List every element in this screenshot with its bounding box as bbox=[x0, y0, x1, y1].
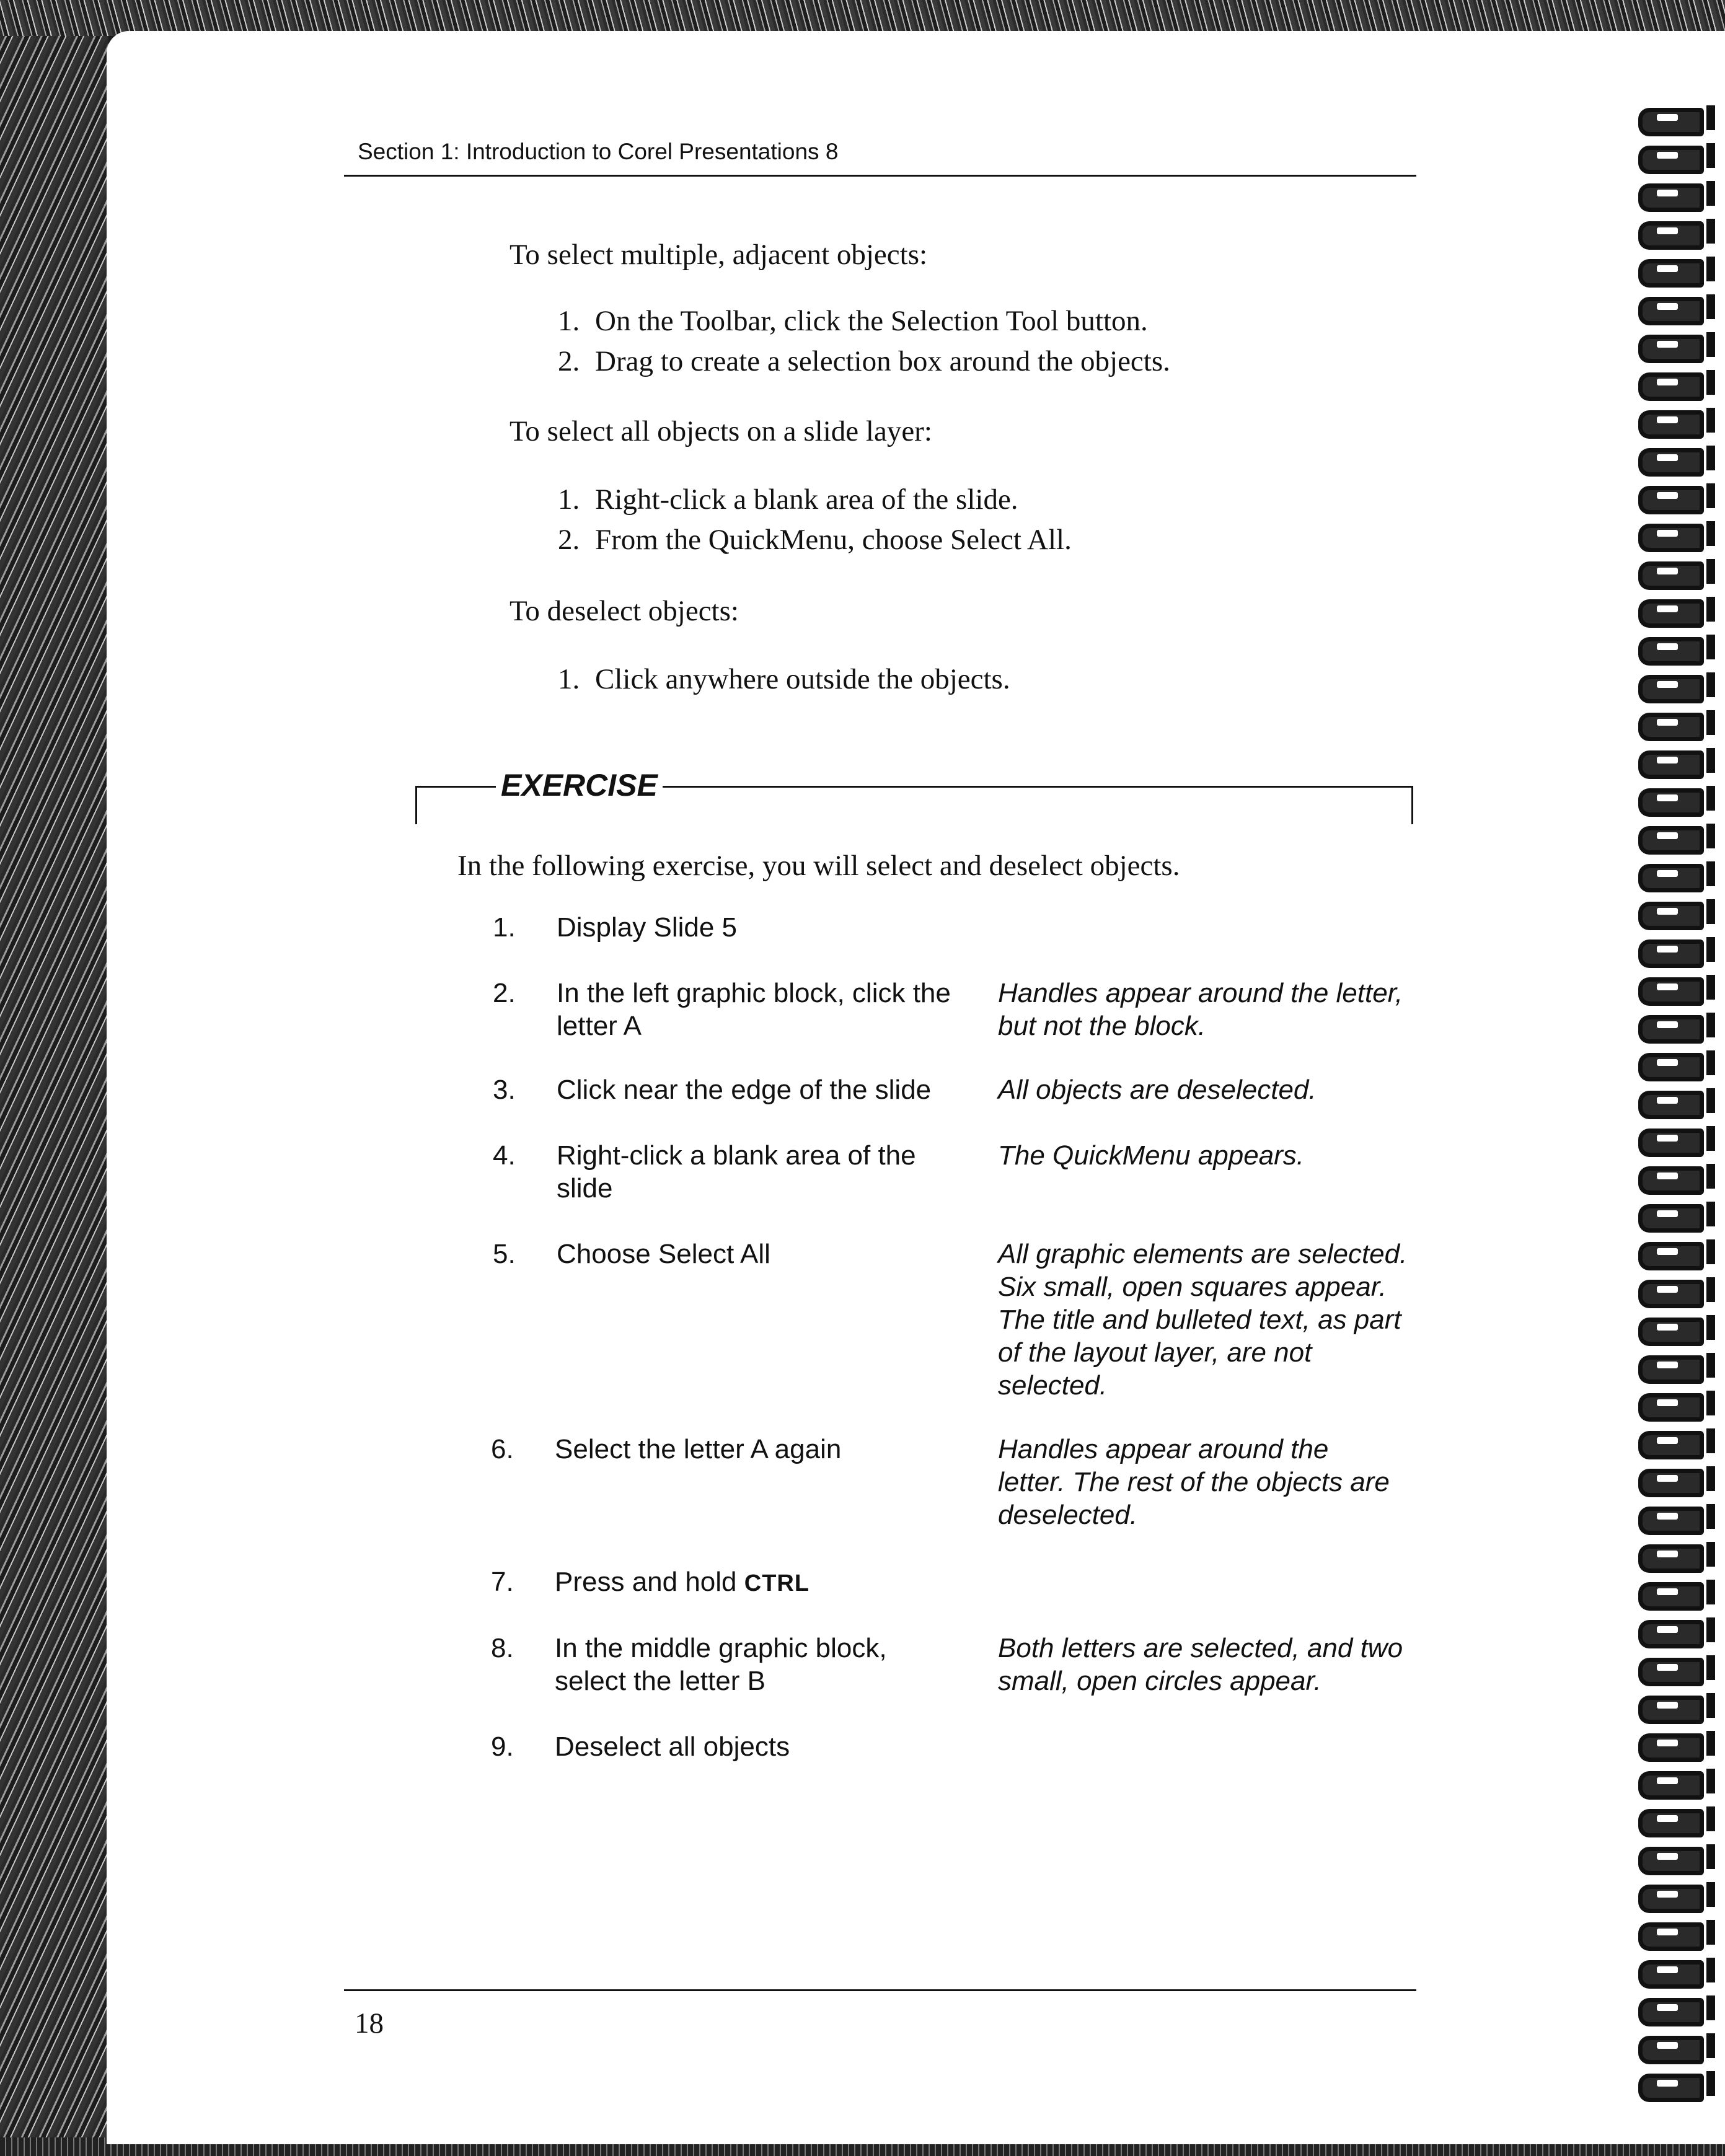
intro-step bbox=[558, 347, 1170, 376]
ring-hole bbox=[1657, 1437, 1678, 1444]
ring-bar bbox=[1706, 1995, 1715, 2020]
exercise-frame-left bbox=[415, 786, 417, 824]
ring-bar bbox=[1706, 1239, 1715, 1264]
spiral-ring bbox=[1632, 1542, 1719, 1567]
ring-coil bbox=[1638, 1771, 1704, 1800]
spiral-ring bbox=[1632, 1958, 1719, 1982]
ring-coil bbox=[1638, 410, 1704, 439]
ring-hole bbox=[1657, 492, 1678, 499]
spiral-ring bbox=[1632, 1391, 1719, 1415]
ring-bar bbox=[1706, 1920, 1715, 1945]
ring-bar bbox=[1706, 559, 1715, 584]
step-number: 1. bbox=[558, 305, 580, 337]
ring-coil bbox=[1638, 1053, 1704, 1081]
spiral-ring bbox=[1632, 1466, 1719, 1491]
exercise-frame-right bbox=[1411, 786, 1413, 824]
spiral-binding bbox=[1620, 105, 1725, 2119]
ring-bar bbox=[1706, 975, 1715, 1000]
ring-bar bbox=[1706, 219, 1715, 244]
ring-hole bbox=[1657, 1551, 1678, 1557]
ring-coil bbox=[1638, 448, 1704, 477]
step-action bbox=[555, 1565, 976, 1600]
ring-coil bbox=[1638, 1204, 1704, 1233]
spiral-ring bbox=[1632, 521, 1719, 546]
ring-hole bbox=[1657, 1777, 1678, 1784]
ring-hole bbox=[1657, 416, 1678, 423]
spiral-ring bbox=[1632, 559, 1719, 584]
ring-bar bbox=[1706, 1731, 1715, 1756]
ring-coil bbox=[1638, 826, 1704, 855]
ring-bar bbox=[1706, 521, 1715, 546]
ring-bar bbox=[1706, 786, 1715, 811]
step-action: Click near the edge of the slide bbox=[557, 1075, 932, 1105]
spiral-ring bbox=[1632, 1277, 1719, 1302]
step-result: Handles appear around the letter. The rest of the objects are deselected. bbox=[998, 1434, 1390, 1530]
exercise-intro: In the following exercise, you will select and deselect objects. bbox=[457, 850, 1180, 882]
intro-heading-1: To select multiple, adjacent objects: bbox=[510, 239, 928, 271]
ring-coil bbox=[1638, 902, 1704, 930]
spiral-ring bbox=[1632, 1088, 1719, 1113]
ring-coil bbox=[1638, 1733, 1704, 1762]
spiral-ring bbox=[1632, 1504, 1719, 1529]
step-text: From the QuickMenu, choose Select All. bbox=[595, 524, 1072, 556]
ring-bar bbox=[1706, 294, 1715, 319]
ring-bar bbox=[1706, 257, 1715, 281]
spiral-ring bbox=[1632, 408, 1719, 433]
spiral-ring bbox=[1632, 1239, 1719, 1264]
ring-bar bbox=[1706, 937, 1715, 962]
ring-coil bbox=[1638, 1015, 1704, 1044]
ring-coil bbox=[1638, 335, 1704, 363]
step-number: 5. bbox=[493, 1239, 516, 1269]
step-result: The QuickMenu appears. bbox=[998, 1140, 1305, 1171]
exercise-title: EXERCISE bbox=[496, 767, 663, 803]
ring-bar bbox=[1706, 1315, 1715, 1340]
ring-bar bbox=[1706, 1202, 1715, 1226]
ring-hole bbox=[1657, 1513, 1678, 1520]
ring-hole bbox=[1657, 454, 1678, 461]
ring-bar bbox=[1706, 1466, 1715, 1491]
ring-coil bbox=[1638, 1885, 1704, 1913]
ring-hole bbox=[1657, 190, 1678, 196]
spiral-ring bbox=[1632, 446, 1719, 470]
step-action: In the left graphic block, click the letter A bbox=[557, 978, 951, 1041]
ring-bar bbox=[1706, 1693, 1715, 1718]
section-header: Section 1: Introduction to Corel Presentations 8 bbox=[358, 139, 839, 164]
ring-coil bbox=[1638, 561, 1704, 590]
ring-hole bbox=[1657, 983, 1678, 990]
step-action-text: Press and hold bbox=[555, 1567, 737, 1597]
spiral-ring bbox=[1632, 181, 1719, 206]
step-action: Select the letter A again bbox=[555, 1434, 842, 1464]
ring-hole bbox=[1657, 1324, 1678, 1331]
spiral-ring bbox=[1632, 824, 1719, 848]
ring-bar bbox=[1706, 597, 1715, 622]
ring-coil bbox=[1638, 788, 1704, 817]
spiral-ring bbox=[1632, 635, 1719, 659]
ring-hole bbox=[1657, 832, 1678, 839]
step-number: 3. bbox=[493, 1075, 516, 1105]
ring-hole bbox=[1657, 1929, 1678, 1935]
ring-coil bbox=[1638, 864, 1704, 892]
ring-bar bbox=[1706, 1504, 1715, 1529]
step-text: Right-click a blank area of the slide. bbox=[595, 483, 1018, 516]
header-rule bbox=[344, 175, 1416, 177]
intro-step bbox=[558, 526, 1072, 555]
ring-bar bbox=[1706, 1617, 1715, 1642]
ring-hole bbox=[1657, 1702, 1678, 1709]
spiral-ring bbox=[1632, 294, 1719, 319]
spiral-ring bbox=[1632, 786, 1719, 811]
ring-coil bbox=[1638, 1809, 1704, 1837]
step-number: 1. bbox=[558, 663, 580, 695]
ring-coil bbox=[1638, 1166, 1704, 1195]
ring-bar bbox=[1706, 181, 1715, 206]
spiral-ring bbox=[1632, 597, 1719, 622]
ring-hole bbox=[1657, 946, 1678, 953]
ring-coil bbox=[1638, 183, 1704, 212]
step-number: 1. bbox=[493, 912, 516, 943]
ring-bar bbox=[1706, 2071, 1715, 2096]
ring-coil bbox=[1638, 1469, 1704, 1497]
ring-bar bbox=[1706, 1013, 1715, 1037]
spiral-ring bbox=[1632, 1353, 1719, 1378]
spiral-ring bbox=[1632, 672, 1719, 697]
ring-hole bbox=[1657, 870, 1678, 877]
spiral-ring bbox=[1632, 143, 1719, 168]
spiral-ring bbox=[1632, 861, 1719, 886]
ring-bar bbox=[1706, 635, 1715, 659]
ring-hole bbox=[1657, 227, 1678, 234]
ring-coil bbox=[1638, 1658, 1704, 1686]
ring-hole bbox=[1657, 1588, 1678, 1595]
ring-bar bbox=[1706, 1580, 1715, 1604]
step-result: Both letters are selected, and two small, open circles appear. bbox=[998, 1633, 1403, 1696]
step-text: Drag to create a selection box around the objects. bbox=[595, 345, 1170, 377]
ring-hole bbox=[1657, 908, 1678, 915]
intro-step bbox=[558, 665, 1010, 694]
ring-hole bbox=[1657, 1097, 1678, 1104]
ring-bar bbox=[1706, 1806, 1715, 1831]
ring-hole bbox=[1657, 1399, 1678, 1406]
spiral-ring bbox=[1632, 1050, 1719, 1075]
ring-coil bbox=[1638, 146, 1704, 174]
spiral-ring bbox=[1632, 1769, 1719, 1793]
ring-bar bbox=[1706, 824, 1715, 848]
spiral-ring bbox=[1632, 975, 1719, 1000]
ring-coil bbox=[1638, 1620, 1704, 1648]
spiral-ring bbox=[1632, 1920, 1719, 1945]
ring-coil bbox=[1638, 259, 1704, 288]
ring-hole bbox=[1657, 1286, 1678, 1293]
ring-bar bbox=[1706, 748, 1715, 773]
ring-coil bbox=[1638, 1242, 1704, 1270]
ring-hole bbox=[1657, 1475, 1678, 1482]
ring-coil bbox=[1638, 1091, 1704, 1119]
ring-bar bbox=[1706, 370, 1715, 395]
spiral-ring bbox=[1632, 899, 1719, 924]
ring-bar bbox=[1706, 2033, 1715, 2058]
ring-coil bbox=[1638, 1544, 1704, 1573]
spiral-ring bbox=[1632, 1202, 1719, 1226]
ring-bar bbox=[1706, 143, 1715, 168]
ring-hole bbox=[1657, 1853, 1678, 1860]
footer-rule bbox=[344, 1989, 1416, 1991]
spiral-ring bbox=[1632, 937, 1719, 962]
ring-coil bbox=[1638, 750, 1704, 779]
ring-coil bbox=[1638, 1960, 1704, 1989]
spiral-ring bbox=[1632, 1995, 1719, 2020]
ring-coil bbox=[1638, 1129, 1704, 1157]
ring-bar bbox=[1706, 1164, 1715, 1189]
ring-bar bbox=[1706, 861, 1715, 886]
ring-hole bbox=[1657, 643, 1678, 650]
intro-heading-2: To select all objects on a slide layer: bbox=[510, 415, 932, 447]
ring-hole bbox=[1657, 1248, 1678, 1255]
ring-hole bbox=[1657, 1740, 1678, 1746]
ring-coil bbox=[1638, 108, 1704, 136]
spiral-ring bbox=[1632, 1655, 1719, 1680]
ring-hole bbox=[1657, 757, 1678, 763]
ring-bar bbox=[1706, 1542, 1715, 1567]
ring-coil bbox=[1638, 977, 1704, 1006]
ring-hole bbox=[1657, 681, 1678, 688]
step-text: Click anywhere outside the objects. bbox=[595, 663, 1010, 695]
spiral-ring bbox=[1632, 748, 1719, 773]
ring-hole bbox=[1657, 1362, 1678, 1368]
ring-coil bbox=[1638, 1318, 1704, 1346]
ring-coil bbox=[1638, 1696, 1704, 1724]
ring-hole bbox=[1657, 379, 1678, 385]
ring-coil bbox=[1638, 486, 1704, 514]
step-number: 1. bbox=[558, 483, 580, 516]
ring-bar bbox=[1706, 1391, 1715, 1415]
ring-bar bbox=[1706, 105, 1715, 130]
spiral-ring bbox=[1632, 257, 1719, 281]
ring-coil bbox=[1638, 637, 1704, 666]
ring-hole bbox=[1657, 1135, 1678, 1142]
step-action: Right-click a blank area of the slide bbox=[557, 1140, 916, 1203]
ring-hole bbox=[1657, 530, 1678, 537]
step-number: 2. bbox=[493, 978, 516, 1008]
intro-heading-3: To deselect objects: bbox=[510, 595, 739, 627]
ring-coil bbox=[1638, 675, 1704, 703]
spiral-ring bbox=[1632, 1731, 1719, 1756]
ring-bar bbox=[1706, 1050, 1715, 1075]
ring-coil bbox=[1638, 2074, 1704, 2102]
ring-coil bbox=[1638, 2036, 1704, 2064]
spiral-ring bbox=[1632, 710, 1719, 735]
ring-coil bbox=[1638, 524, 1704, 552]
ring-hole bbox=[1657, 265, 1678, 272]
ring-bar bbox=[1706, 332, 1715, 357]
step-number: 6. bbox=[491, 1434, 514, 1464]
ring-bar bbox=[1706, 1353, 1715, 1378]
ring-coil bbox=[1638, 599, 1704, 628]
spiral-ring bbox=[1632, 1013, 1719, 1037]
spiral-ring bbox=[1632, 1164, 1719, 1189]
ring-coil bbox=[1638, 1582, 1704, 1611]
step-action: Display Slide 5 bbox=[557, 912, 738, 943]
ring-coil bbox=[1638, 1507, 1704, 1535]
ring-hole bbox=[1657, 1021, 1678, 1028]
ring-hole bbox=[1657, 2004, 1678, 2011]
spiral-ring bbox=[1632, 1126, 1719, 1151]
spiral-ring bbox=[1632, 1882, 1719, 1907]
step-number: 8. bbox=[491, 1633, 514, 1663]
ring-bar bbox=[1706, 1844, 1715, 1869]
intro-step bbox=[558, 307, 1148, 336]
ring-hole bbox=[1657, 1891, 1678, 1898]
ring-bar bbox=[1706, 483, 1715, 508]
spiral-ring bbox=[1632, 1617, 1719, 1642]
spiral-ring bbox=[1632, 1580, 1719, 1604]
ring-hole bbox=[1657, 568, 1678, 574]
spiral-ring bbox=[1632, 1806, 1719, 1831]
spiral-ring bbox=[1632, 1315, 1719, 1340]
step-result: All graphic elements are selected. Six small, open squares appear. The title and bulleted text, as part of the layout layer, are not selected. bbox=[998, 1239, 1408, 1401]
step-action: Choose Select All bbox=[557, 1239, 770, 1269]
ring-hole bbox=[1657, 114, 1678, 121]
binder-texture-left bbox=[0, 0, 108, 2156]
ring-hole bbox=[1657, 303, 1678, 310]
intro-step bbox=[558, 485, 1018, 514]
spiral-ring bbox=[1632, 1844, 1719, 1869]
ring-hole bbox=[1657, 605, 1678, 612]
ring-coil bbox=[1638, 1922, 1704, 1951]
spiral-ring bbox=[1632, 2071, 1719, 2096]
step-number: 2. bbox=[558, 345, 580, 377]
step-result: All objects are deselected. bbox=[998, 1075, 1317, 1105]
ring-hole bbox=[1657, 719, 1678, 726]
ring-coil bbox=[1638, 221, 1704, 250]
ring-bar bbox=[1706, 1882, 1715, 1907]
ctrl-key: CTRL bbox=[744, 1570, 810, 1596]
ring-coil bbox=[1638, 713, 1704, 741]
ring-hole bbox=[1657, 1664, 1678, 1671]
step-number: 9. bbox=[491, 1731, 514, 1762]
ring-coil bbox=[1638, 939, 1704, 968]
ring-coil bbox=[1638, 1431, 1704, 1459]
ring-bar bbox=[1706, 672, 1715, 697]
step-action: Deselect all objects bbox=[555, 1731, 790, 1762]
ring-hole bbox=[1657, 2080, 1678, 2087]
spiral-ring bbox=[1632, 1693, 1719, 1718]
ring-bar bbox=[1706, 1769, 1715, 1793]
ring-bar bbox=[1706, 1428, 1715, 1453]
spiral-ring bbox=[1632, 370, 1719, 395]
spiral-ring bbox=[1632, 483, 1719, 508]
spiral-ring bbox=[1632, 105, 1719, 130]
ring-hole bbox=[1657, 1626, 1678, 1633]
ring-hole bbox=[1657, 1210, 1678, 1217]
step-text: On the Toolbar, click the Selection Tool button. bbox=[595, 305, 1148, 337]
step-number: 4. bbox=[493, 1140, 516, 1171]
step-action: In the middle graphic block, select the letter B bbox=[555, 1633, 887, 1696]
ring-coil bbox=[1638, 1355, 1704, 1384]
ring-bar bbox=[1706, 1655, 1715, 1680]
ring-hole bbox=[1657, 341, 1678, 348]
ring-hole bbox=[1657, 1173, 1678, 1179]
ring-coil bbox=[1638, 1847, 1704, 1875]
ring-bar bbox=[1706, 710, 1715, 735]
ring-bar bbox=[1706, 446, 1715, 470]
ring-coil bbox=[1638, 1280, 1704, 1308]
ring-coil bbox=[1638, 1393, 1704, 1422]
ring-coil bbox=[1638, 1998, 1704, 2026]
page-number: 18 bbox=[355, 2007, 384, 2039]
ring-coil bbox=[1638, 372, 1704, 401]
ring-coil bbox=[1638, 297, 1704, 325]
ring-hole bbox=[1657, 1815, 1678, 1822]
step-result: Handles appear around the letter, but not the block. bbox=[998, 978, 1403, 1041]
step-number: 7. bbox=[491, 1567, 514, 1597]
ring-hole bbox=[1657, 1059, 1678, 1066]
ring-bar bbox=[1706, 899, 1715, 924]
ring-hole bbox=[1657, 152, 1678, 159]
ring-hole bbox=[1657, 794, 1678, 801]
ring-bar bbox=[1706, 1126, 1715, 1151]
spiral-ring bbox=[1632, 2033, 1719, 2058]
spiral-ring bbox=[1632, 1428, 1719, 1453]
spiral-ring bbox=[1632, 219, 1719, 244]
ring-bar bbox=[1706, 1277, 1715, 1302]
ring-bar bbox=[1706, 408, 1715, 433]
spiral-ring bbox=[1632, 332, 1719, 357]
ring-hole bbox=[1657, 1966, 1678, 1973]
ring-bar bbox=[1706, 1958, 1715, 1982]
ring-hole bbox=[1657, 2042, 1678, 2049]
step-number: 2. bbox=[558, 524, 580, 556]
ring-bar bbox=[1706, 1088, 1715, 1113]
